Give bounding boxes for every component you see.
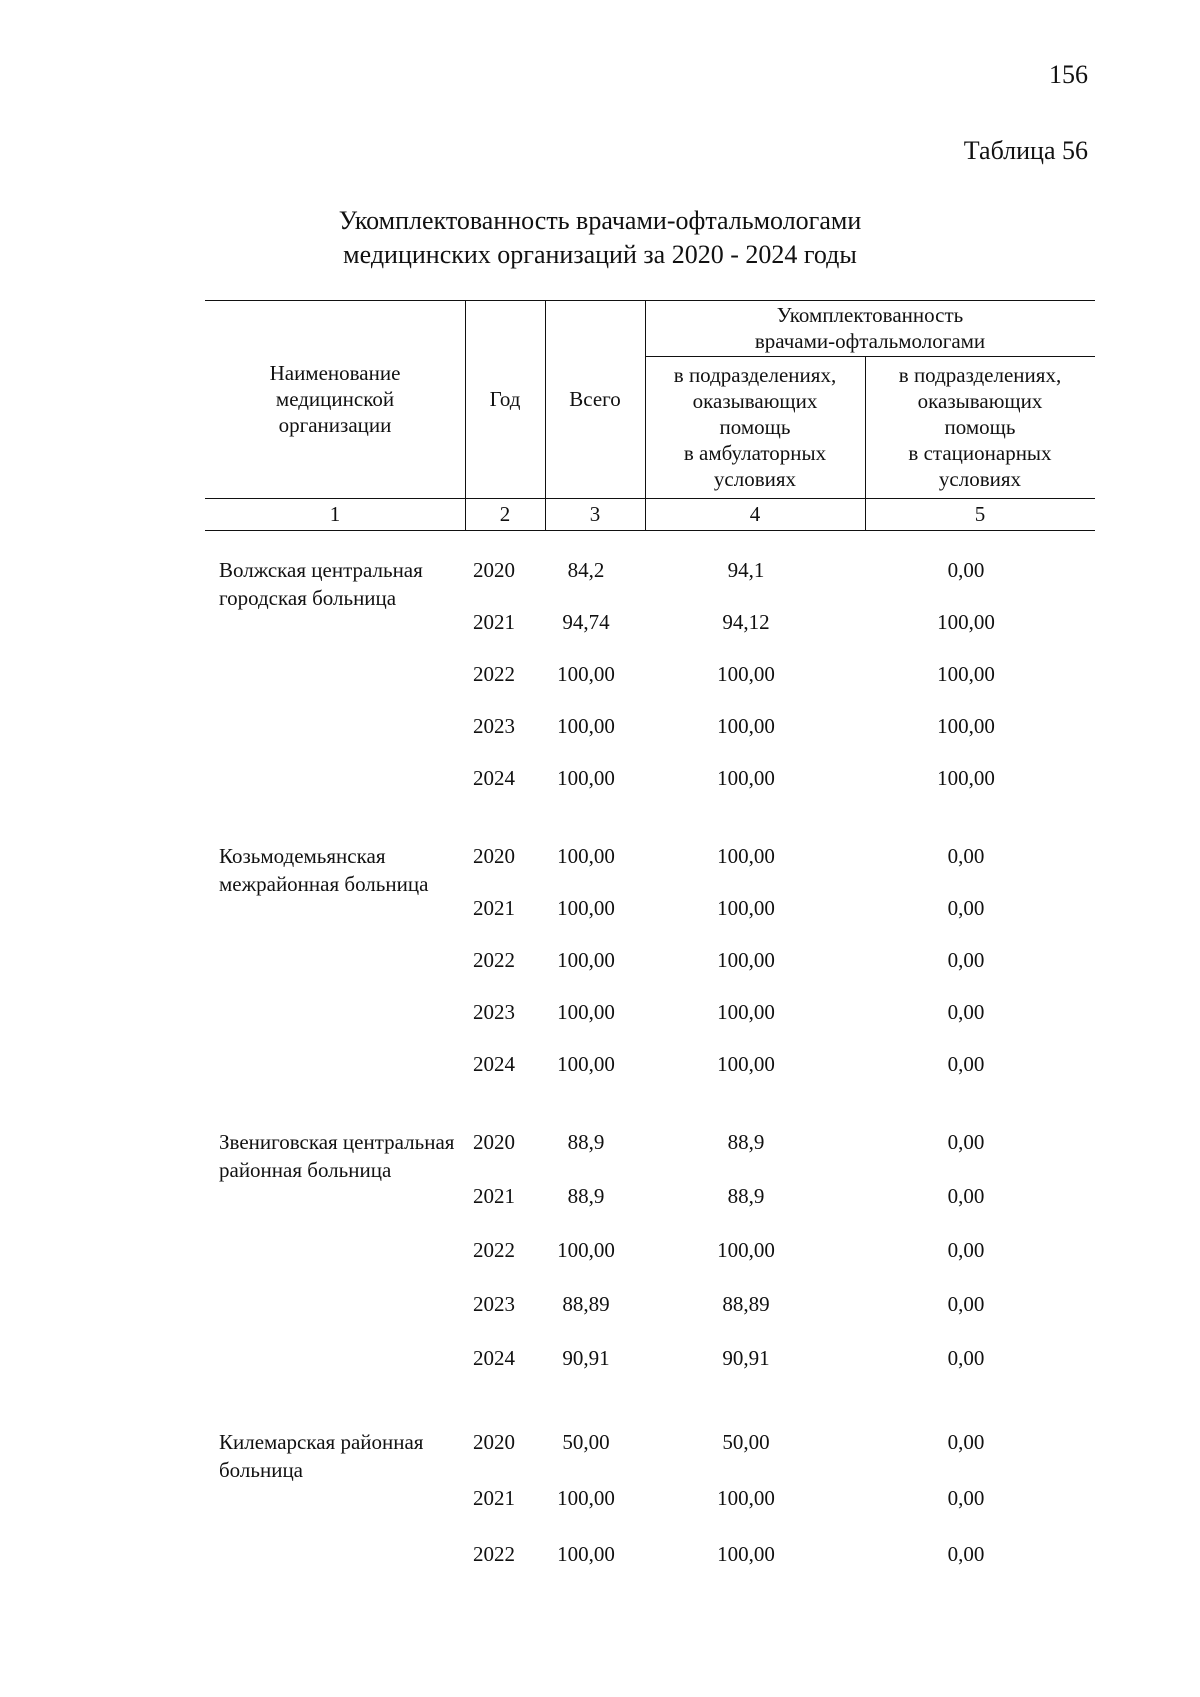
cell-ambulatory: 100,00 [717,844,775,868]
cell-ambulatory: 88,9 [727,1130,765,1154]
cell-ambulatory: 94,1 [727,558,765,582]
cell-ambulatory: 100,00 [717,1486,775,1510]
header-stat-line: оказывающих [917,389,1043,413]
header-amb-line: в амбулаторных [683,441,827,465]
org-group [205,1428,1095,1598]
cell-total: 94,74 [562,610,610,634]
table-header [205,300,1095,534]
org-name: Волжская центральная городская больница [219,558,423,610]
org-group [205,1128,1095,1428]
table-row [205,998,1095,1050]
cell-total: 100,00 [557,662,615,686]
table-row [205,556,1095,608]
cell-total: 100,00 [557,766,615,790]
cell-total: 100,00 [557,844,615,868]
header-org-line: Наименование [269,361,401,385]
cell-year: 2021 [473,896,515,920]
cell-total: 100,00 [557,1542,615,1566]
cell-year: 2022 [473,948,515,972]
org-name: Килемарская районная больница [219,1430,424,1482]
cell-total: 100,00 [557,1052,615,1076]
cell-total: 50,00 [562,1430,610,1454]
table-row [205,894,1095,946]
header-amb-line: условиях [713,467,797,491]
cell-inpatient: 0,00 [947,948,985,972]
org-name: Звениговская центральная районная больница [219,1130,455,1182]
column-number: 4 [749,502,761,526]
org-group [205,842,1095,1128]
cell-inpatient: 0,00 [947,1430,985,1454]
cell-total: 100,00 [557,714,615,738]
cell-year: 2023 [473,714,515,738]
cell-year: 2021 [473,1184,515,1208]
cell-inpatient: 0,00 [947,844,985,868]
cell-year: 2020 [473,558,515,582]
cell-ambulatory: 100,00 [717,1000,775,1024]
header-year-text: Год [489,387,521,411]
header-amb-line: в подразделениях, [673,363,837,387]
document-title [200,204,1000,272]
cell-ambulatory: 100,00 [717,896,775,920]
cell-inpatient: 0,00 [947,1542,985,1566]
cell-inpatient: 0,00 [947,558,985,582]
org-name: Козьмодемьянская межрайонная больница [219,844,429,896]
cell-ambulatory: 100,00 [717,1542,775,1566]
cell-total: 90,91 [562,1346,610,1370]
cell-total: 84,2 [567,558,605,582]
table-row [205,1290,1095,1344]
cell-year: 2022 [473,662,515,686]
cell-year: 2024 [473,1346,515,1370]
header-stat-line: условиях [938,467,1022,491]
header-ambulatory [645,356,865,498]
cell-ambulatory: 100,00 [717,766,775,790]
cell-total: 100,00 [557,1486,615,1510]
cell-ambulatory: 88,89 [722,1292,770,1316]
table-row [205,712,1095,764]
cell-year: 2021 [473,610,515,634]
cell-ambulatory: 100,00 [717,662,775,686]
cell-year: 2020 [473,1430,515,1454]
header-year [465,300,545,498]
cell-year: 2024 [473,766,515,790]
cell-year: 2023 [473,1000,515,1024]
org-group [205,556,1095,842]
header-stat-line: в стационарных [908,441,1052,465]
header-stat-line: помощь [944,415,1016,439]
table-row [205,660,1095,712]
cell-inpatient: 0,00 [947,1000,985,1024]
cell-ambulatory: 100,00 [717,1052,775,1076]
cell-ambulatory: 88,9 [727,1184,765,1208]
cell-inpatient: 100,00 [937,662,995,686]
cell-inpatient: 100,00 [937,610,995,634]
cell-total: 100,00 [557,1000,615,1024]
table-row [205,1182,1095,1236]
title-line-2: медицинских организаций за 2020 - 2024 годы [343,240,857,269]
column-number: 5 [974,502,986,526]
cell-inpatient: 0,00 [947,1292,985,1316]
header-amb-line: оказывающих [692,389,818,413]
cell-year: 2022 [473,1238,515,1262]
column-number: 2 [499,502,511,526]
table-row [205,842,1095,894]
table-label: Таблица 56 [963,136,1088,165]
table-row [205,1484,1095,1540]
cell-total: 88,9 [567,1184,605,1208]
cell-inpatient: 100,00 [937,766,995,790]
cell-year: 2020 [473,844,515,868]
table-row [205,764,1095,816]
header-stat-line: в подразделениях, [898,363,1062,387]
cell-total: 100,00 [557,896,615,920]
header-amb-line: помощь [719,415,791,439]
column-number: 3 [589,502,601,526]
page-number: 156 [1049,60,1088,89]
cell-year: 2020 [473,1130,515,1154]
cell-ambulatory: 94,12 [722,610,770,634]
header-org-line: организации [278,413,392,437]
table-row [205,1428,1095,1484]
title-line-1: Укомплектованность врачами-офтальмологами [338,206,862,235]
cell-inpatient: 100,00 [937,714,995,738]
cell-year: 2024 [473,1052,515,1076]
cell-total: 88,9 [567,1130,605,1154]
cell-ambulatory: 50,00 [722,1430,770,1454]
cell-total: 100,00 [557,948,615,972]
cell-year: 2023 [473,1292,515,1316]
cell-ambulatory: 100,00 [717,948,775,972]
table-row [205,1236,1095,1290]
table-row [205,946,1095,998]
cell-inpatient: 0,00 [947,1346,985,1370]
table-body [205,556,1095,1598]
cell-ambulatory: 100,00 [717,1238,775,1262]
cell-inpatient: 0,00 [947,896,985,920]
cell-total: 88,89 [562,1292,610,1316]
header-total-text: Всего [569,387,621,411]
cell-inpatient: 0,00 [947,1052,985,1076]
header-group [645,300,1095,356]
header-inpatient [865,356,1095,498]
table-row [205,1344,1095,1398]
cell-inpatient: 0,00 [947,1486,985,1510]
column-number: 1 [329,502,341,526]
cell-ambulatory: 90,91 [722,1346,770,1370]
header-total [545,300,645,498]
cell-total: 100,00 [557,1238,615,1262]
cell-inpatient: 0,00 [947,1184,985,1208]
table-row [205,1050,1095,1102]
table-row [205,1540,1095,1596]
header-group-line: врачами-офтальмологами [754,329,986,353]
header-group-line: Укомплектованность [776,303,964,327]
table-row [205,608,1095,660]
header-org [205,300,465,498]
cell-ambulatory: 100,00 [717,714,775,738]
header-org-line: медицинской [275,387,395,411]
cell-year: 2021 [473,1486,515,1510]
table-row [205,1128,1095,1182]
cell-inpatient: 0,00 [947,1130,985,1154]
cell-year: 2022 [473,1542,515,1566]
cell-inpatient: 0,00 [947,1238,985,1262]
